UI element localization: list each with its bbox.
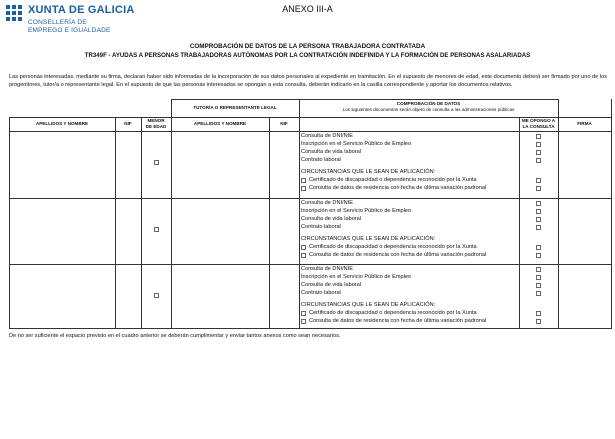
document-subtitle: TR349F - AYUDAS A PERSONAS TRABAJADORAS AUTÓNOMAS POR LA CONTRATACIÓN INDEFINIDA Y LA FORMACIÓN DE PERSONAS ASALARIADAS: [84, 52, 531, 59]
check-item-work-history: Consulta de vida laboral: [301, 216, 362, 222]
oppose-residence-checkbox[interactable]: [536, 186, 541, 191]
check-item-contract: Contrato laboral: [301, 157, 341, 163]
check-item-contract: Contrato laboral: [301, 224, 341, 230]
circumstances-heading: CIRCUNSTANCIAS QUE LE SEAN DE APLICACIÓN:: [301, 236, 436, 242]
table-row: [9, 198, 612, 264]
col-oppose-line2: LA CONSULTA: [522, 123, 555, 129]
footer-note: De no ser suficiente el espacio previsto en el cuadro anterior se deberán cumplimentar y enviar tantos anexos como sean necesarios.: [9, 333, 341, 339]
check-item-work-history: Consulta de vida laboral: [301, 149, 362, 155]
check-item-employment: Inscripción en el Servicio Público de Empleo: [301, 208, 412, 214]
col-minor-line2: DE EDAD: [145, 123, 167, 129]
document-title: COMPROBACIÓN DE DATOS DE LA PERSONA TRABAJADORA CONTRATADA: [189, 43, 426, 50]
circ-residence-label: Consulta de datos de residencia con fecha de última variación padronal: [309, 185, 487, 191]
oppose-contract-checkbox[interactable]: [536, 225, 541, 230]
minor-checkbox[interactable]: [154, 293, 159, 298]
check-item-employment: Inscripción en el Servicio Público de Empleo: [301, 141, 412, 147]
circ-residence-checkbox[interactable]: [301, 253, 306, 258]
check-item-employment: Inscripción en el Servicio Público de Empleo: [301, 274, 412, 280]
oppose-disability-checkbox[interactable]: [536, 245, 541, 250]
oppose-work-history-checkbox[interactable]: [536, 150, 541, 155]
circ-residence-checkbox[interactable]: [301, 186, 306, 191]
oppose-dni-checkbox[interactable]: [536, 134, 541, 139]
check-item-dni: Consulta de DNI/NIE: [301, 133, 353, 139]
tutor-group-header: TUTOR/A O REPRESENTANTE LEGAL: [193, 105, 277, 110]
circumstances-heading: CIRCUNSTANCIAS QUE LE SEAN DE APLICACIÓN:: [301, 169, 436, 175]
col-minor-header: [141, 118, 171, 129]
col-tutor-name-header: APELLIDOS Y NOMBRE: [193, 121, 247, 126]
col-name-header: APELLIDOS Y NOMBRE: [35, 121, 89, 126]
logo-title: XUNTA DE GALICIA: [28, 4, 135, 16]
circ-disability-label: Certificado de discapacidad o dependencia reconocido por la Xunta: [309, 310, 477, 316]
circ-disability-label: Certificado de discapacidad o dependencia reconocido por la Xunta: [309, 177, 477, 183]
col-oppose-header: [519, 118, 558, 129]
oppose-disability-checkbox[interactable]: [536, 178, 541, 183]
oppose-residence-checkbox[interactable]: [536, 253, 541, 258]
annex-label: ANEXO III-A: [282, 4, 333, 14]
table-row: [9, 131, 612, 198]
oppose-employment-checkbox[interactable]: [536, 275, 541, 280]
oppose-contract-checkbox[interactable]: [536, 158, 541, 163]
circ-residence-label: Consulta de datos de residencia con fecha de última variación padronal: [309, 252, 487, 258]
col-oppose-line1: ME OPONGO A: [521, 118, 556, 123]
minor-checkbox[interactable]: [154, 227, 159, 232]
col-sign-header: FIRMA: [577, 121, 592, 126]
logo-department-line1: CONSELLERÍA DE: [28, 19, 87, 26]
oppose-work-history-checkbox[interactable]: [536, 217, 541, 222]
col-tutor-nif-header: NIF: [280, 121, 288, 126]
check-item-contract: Contrato laboral: [301, 290, 341, 296]
col-minor-line1: MENOR: [147, 118, 165, 123]
oppose-employment-checkbox[interactable]: [536, 142, 541, 147]
circ-disability-label: Certificado de discapacidad o dependencia reconocido por la Xunta: [309, 244, 477, 250]
oppose-contract-checkbox[interactable]: [536, 291, 541, 296]
circ-residence-label: Consulta de datos de residencia con fecha de última variación padronal: [309, 318, 487, 324]
check-item-dni: Consulta de DNI/NIE: [301, 200, 353, 206]
intro-paragraph: Las personas interesadas, mediante su firma, declaran haber sido informadas de la incorporación de sus datos personales al expediente en tramitación. En el supuesto de menores de edad, este documento deberá ser firmado por uno de los progenitores, tutor/a o representante legal. En el supuesto de que las personas interesadas se opongan a esta consulta, deberán indicarlo en la casilla correspondiente y aportar los documentos relativos.: [9, 74, 607, 89]
circ-disability-checkbox[interactable]: [301, 311, 306, 316]
circ-disability-checkbox[interactable]: [301, 178, 306, 183]
check-item-dni: Consulta de DNI/NIE: [301, 266, 353, 272]
check-group-subheader: Los siguientes documentos serán objeto de consulta a las administraciones públicas: [342, 107, 515, 112]
oppose-residence-checkbox[interactable]: [536, 319, 541, 324]
table-row: [9, 264, 612, 328]
circumstances-heading: CIRCUNSTANCIAS QUE LE SEAN DE APLICACIÓN:: [301, 302, 436, 308]
oppose-dni-checkbox[interactable]: [536, 267, 541, 272]
circ-disability-checkbox[interactable]: [301, 245, 306, 250]
minor-checkbox[interactable]: [154, 160, 159, 165]
logo-department-line2: EMPREGO E IGUALDADE: [28, 27, 111, 34]
oppose-dni-checkbox[interactable]: [536, 201, 541, 206]
col-nif-header: NIF: [124, 121, 132, 126]
check-item-work-history: Consulta de vida laboral: [301, 282, 362, 288]
oppose-employment-checkbox[interactable]: [536, 209, 541, 214]
oppose-work-history-checkbox[interactable]: [536, 283, 541, 288]
circ-residence-checkbox[interactable]: [301, 319, 306, 324]
oppose-disability-checkbox[interactable]: [536, 311, 541, 316]
check-group-header: COMPROBACIÓN DE DATOS: [396, 101, 461, 106]
persons-table: [9, 99, 612, 328]
